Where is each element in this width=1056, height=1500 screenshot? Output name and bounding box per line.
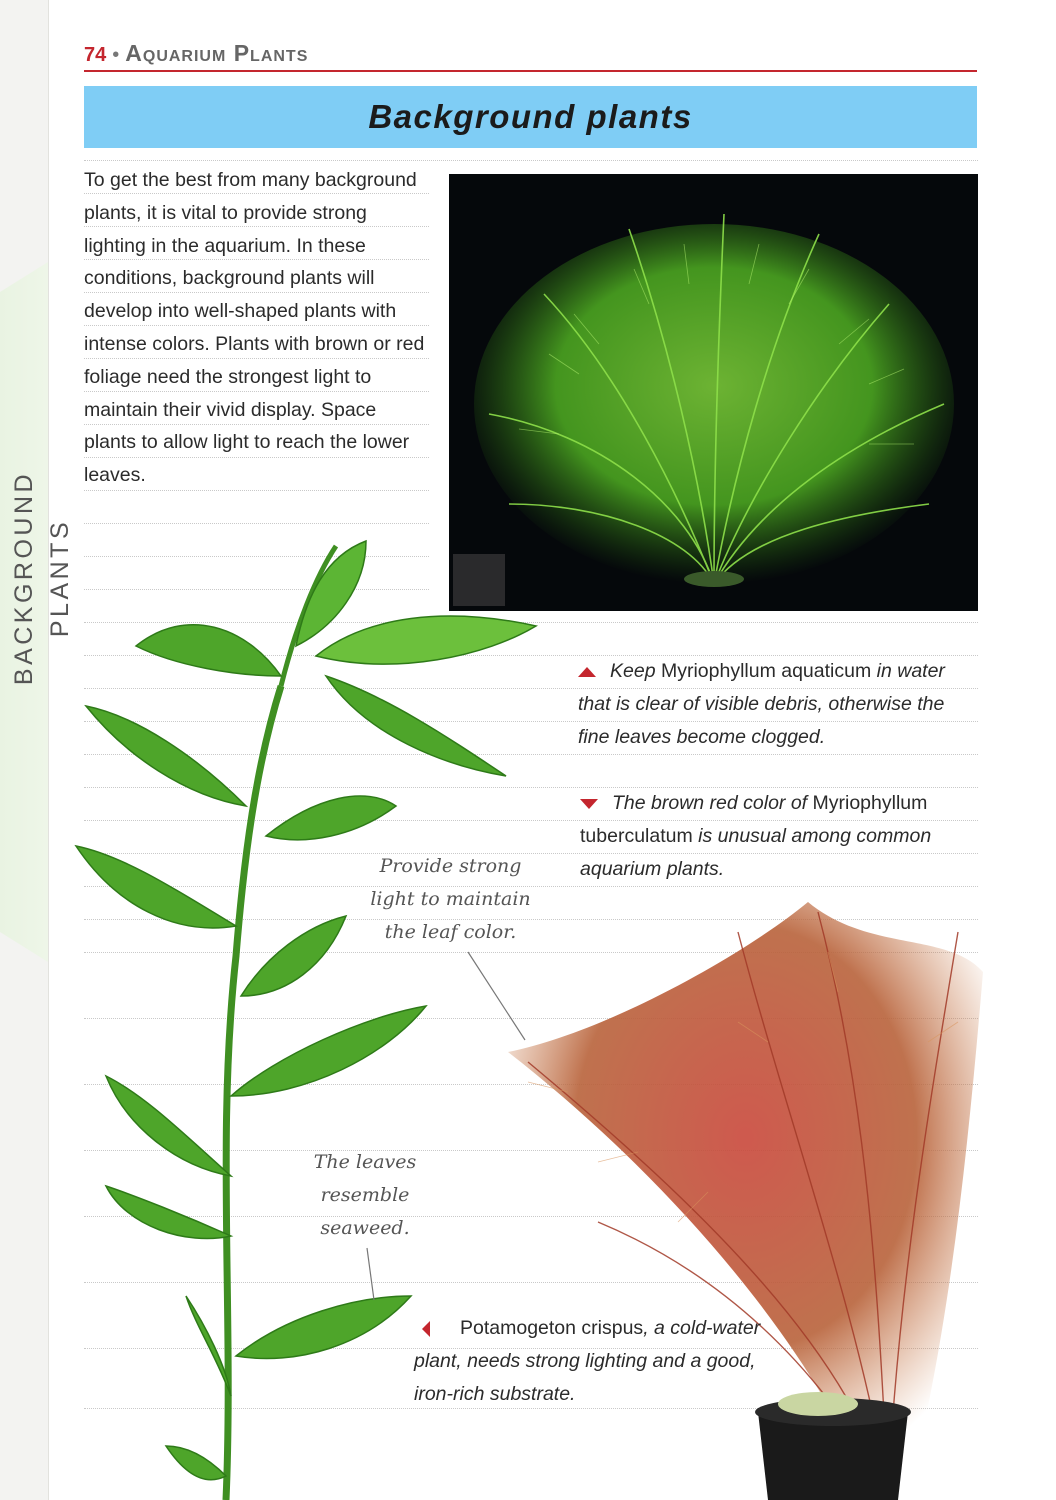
side-tab-label: BACKGROUND PLANTS bbox=[10, 470, 74, 686]
page-number: 74 bbox=[84, 44, 107, 66]
intro-paragraph: To get the best from many background plants, it is vital to provide strong lighting in the aquarium. In these conditions, background plants will develop into well-shaped plants with intense colors. Plants with brown or red foliage need the strongest light to maintain their vivid display. Space plants to allow light to reach the lower leaves. bbox=[84, 169, 425, 487]
caption-potamogeton-crispus: Potamogeton crispus, a cold-water plant, needs strong lighting and a good, iron-rich substrate. bbox=[414, 1317, 761, 1405]
down-triangle-icon bbox=[580, 799, 598, 809]
page-header bbox=[84, 40, 977, 72]
rule-line bbox=[84, 160, 978, 161]
caption-myriophyllum-aquaticum: Keep Myriophyllum aquaticum in water that is clear of visible debris, otherwise the fine leaves become clogged. bbox=[578, 660, 945, 748]
species-name: Myriophyllum aquaticum bbox=[660, 660, 872, 682]
section-title: Background plants bbox=[368, 98, 693, 135]
annotation-strong-light: Provide strong light to maintain the leaf color. bbox=[370, 855, 531, 943]
annotation-leaves-seaweed: The leaves resemble seaweed. bbox=[313, 1151, 417, 1239]
section-banner bbox=[84, 86, 977, 148]
left-triangle-icon bbox=[422, 1321, 430, 1337]
header-separator: • bbox=[112, 44, 120, 66]
species-name: Myriophyllum tuberculatum bbox=[580, 792, 928, 847]
rule-line bbox=[84, 523, 429, 524]
up-triangle-icon bbox=[578, 667, 596, 677]
caption-myriophyllum-tuberculatum: The brown red color of Myriophyllum tuberculatum is unusual among common aquarium plants. bbox=[580, 792, 932, 880]
species-name: Potamogeton crispus bbox=[460, 1317, 644, 1339]
running-title: Aquarium Plants bbox=[125, 40, 309, 66]
